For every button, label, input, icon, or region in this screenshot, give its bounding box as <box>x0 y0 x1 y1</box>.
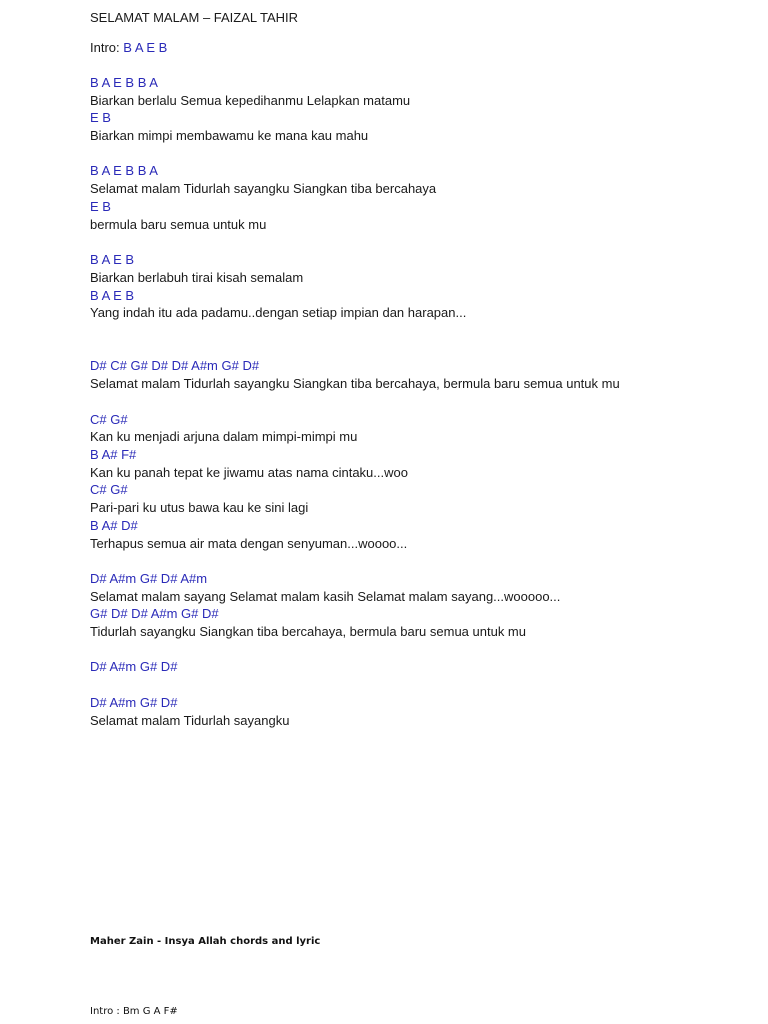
verse3-lyric-4: Terhapus semua air mata dengan senyuman...woooo... <box>90 536 408 551</box>
verse1-lyric-2: Biarkan mimpi membawamu ke mana kau mahu <box>90 128 369 143</box>
verse3-chords-1: C# G# <box>90 412 128 427</box>
song-title: SELAMAT MALAM – FAIZAL TAHIR <box>90 10 299 25</box>
verse2-lyric-1: Selamat malam Tidurlah sayangku Siangkan tiba bercahaya <box>90 181 437 196</box>
verse3-chords-3: C# G# <box>90 482 128 497</box>
outro-lyric: Selamat malam Tidurlah sayangku <box>90 713 290 728</box>
intro-label: Intro: <box>90 40 124 55</box>
outro-chords-2: D# A#m G# D# <box>90 695 178 710</box>
bridge-chords-2: B A E B <box>90 288 135 303</box>
verse1-chords-2: E B <box>90 110 111 125</box>
intro-chords: B A E B <box>123 40 168 55</box>
outro-chords-1: D# A#m G# D# <box>90 659 178 674</box>
chorus2-chords-2: G# D# D# A#m G# D# <box>90 606 219 621</box>
chorus2-lyric-1: Selamat malam sayang Selamat malam kasih Selamat malam sayang...wooooo... <box>90 589 561 604</box>
verse3-lyric-2: Kan ku panah tepat ke jiwamu atas nama cintaku...woo <box>90 465 408 480</box>
verse2-chords-2: E B <box>90 199 111 214</box>
bridge-lyric-1: Biarkan berlabuh tirai kisah semalam <box>90 270 304 285</box>
bridge-chords-1: B A E B <box>90 252 135 267</box>
chorus1-lyric: Selamat malam Tidurlah sayangku Siangkan tiba bercahaya, bermula baru semua untuk mu <box>90 376 620 391</box>
verse1-lyric-1: Biarkan berlalu Semua kepedihanmu Lelapkan matamu <box>90 93 411 108</box>
verse3-chords-2: B A# F# <box>90 447 137 462</box>
intro-line <box>90 40 167 56</box>
verse2-lyric-2: bermula baru semua untuk mu <box>90 217 267 232</box>
verse3-chords-4: B A# D# <box>90 518 138 533</box>
bridge-lyric-2: Yang indah itu ada padamu..dengan setiap impian dan harapan... <box>90 305 467 320</box>
chorus1-chords: D# C# G# D# D# A#m G# D# <box>90 358 260 373</box>
chorus2-chords-1: D# A#m G# D# A#m <box>90 571 208 586</box>
verse1-chords-1: B A E B B A <box>90 75 158 90</box>
verse3-lyric-1: Kan ku menjadi arjuna dalam mimpi-mimpi mu <box>90 429 358 444</box>
verse3-lyric-3: Pari-pari ku utus bawa kau ke sini lagi <box>90 500 309 515</box>
next-song-intro: Intro : Bm G A F# <box>90 1006 178 1017</box>
chorus2-lyric-2: Tidurlah sayangku Siangkan tiba bercahaya, bermula baru semua untuk mu <box>90 624 526 639</box>
verse2-chords-1: B A E B B A <box>90 163 158 178</box>
next-song-title: Maher Zain - Insya Allah chords and lyric <box>90 936 321 947</box>
